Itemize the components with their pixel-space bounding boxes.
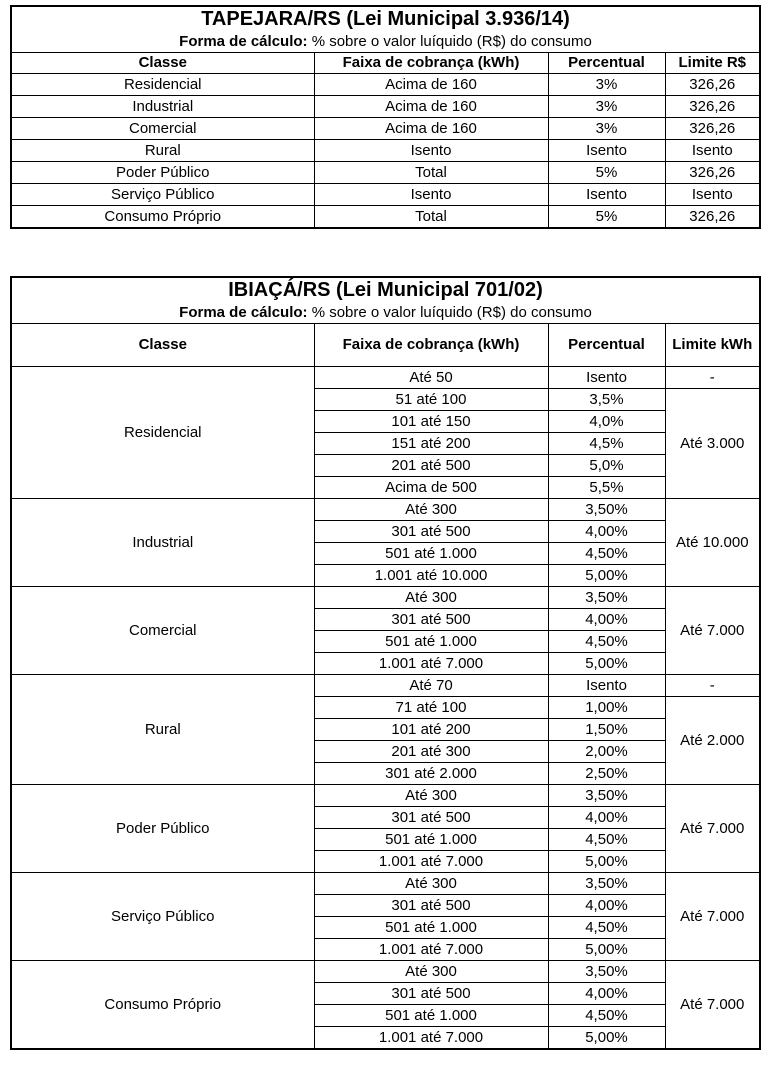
table-subtitle: Forma de cálculo: % sobre o valor luíquido (R$) do consumo [11,31,760,53]
faixa-cell: Até 50 [314,367,548,389]
table-row [11,499,760,521]
faixa-cell: 501 até 1.000 [314,631,548,653]
limite-cell: - [665,367,760,389]
faixa-cell: 101 até 200 [314,719,548,741]
column-header: Faixa de cobrança (kWh) [314,53,548,74]
percentual-cell: 4,50% [548,917,665,939]
table-row [11,140,760,162]
faixa-cell: 301 até 500 [314,983,548,1005]
classe-cell: Poder Público [11,785,314,873]
classe-cell: Residencial [11,367,314,499]
percentual-cell: Isento [548,675,665,697]
table-cell: 326,26 [665,162,760,184]
faixa-cell: 1.001 até 7.000 [314,939,548,961]
table-cell: Industrial [11,96,314,118]
faixa-cell: 201 até 500 [314,455,548,477]
percentual-cell: 4,00% [548,609,665,631]
table-cell: Serviço Público [11,184,314,206]
faixa-cell: Acima de 500 [314,477,548,499]
table-cell: Total [314,162,548,184]
faixa-cell: 1.001 até 7.000 [314,851,548,873]
faixa-cell: 301 até 500 [314,609,548,631]
table-row [11,587,760,609]
faixa-cell: 501 até 1.000 [314,917,548,939]
faixa-cell: 151 até 200 [314,433,548,455]
limite-cell: Até 2.000 [665,697,760,785]
table-row [11,162,760,184]
faixa-cell: 501 até 1.000 [314,1005,548,1027]
limite-cell: - [665,675,760,697]
table-cell: 326,26 [665,118,760,140]
limite-cell: Até 7.000 [665,873,760,961]
percentual-cell: 3,50% [548,785,665,807]
faixa-cell: Até 300 [314,873,548,895]
column-header: Classe [11,324,314,367]
table-cell: Acima de 160 [314,118,548,140]
table-cell: Isento [314,184,548,206]
percentual-cell: 4,50% [548,1005,665,1027]
column-header: Percentual [548,324,665,367]
table-title: TAPEJARA/RS (Lei Municipal 3.936/14) [11,6,760,31]
percentual-cell: 3,50% [548,961,665,983]
table-cell: 326,26 [665,206,760,229]
percentual-cell: 5,00% [548,653,665,675]
table-cell: Rural [11,140,314,162]
limite-cell: Até 7.000 [665,785,760,873]
percentual-cell: 3,50% [548,873,665,895]
percentual-cell: 5,5% [548,477,665,499]
faixa-cell: Até 300 [314,961,548,983]
percentual-cell: 4,5% [548,433,665,455]
table-cell: 3% [548,96,665,118]
table-subtitle: Forma de cálculo: % sobre o valor luíquido (R$) do consumo [11,302,760,324]
table-row [11,367,760,389]
limite-cell: Até 10.000 [665,499,760,587]
column-header: Faixa de cobrança (kWh) [314,324,548,367]
table-cell: 326,26 [665,96,760,118]
percentual-cell: 2,00% [548,741,665,763]
faixa-cell: Até 300 [314,499,548,521]
table-row [11,96,760,118]
column-header: Classe [11,53,314,74]
table-row [11,961,760,983]
faixa-cell: 1.001 até 10.000 [314,565,548,587]
table-row [11,785,760,807]
table-cell: Acima de 160 [314,96,548,118]
table-cell: Total [314,206,548,229]
percentual-cell: 5,00% [548,1027,665,1050]
classe-cell: Serviço Público [11,873,314,961]
percentual-cell: 4,50% [548,829,665,851]
table-cell: Consumo Próprio [11,206,314,229]
table-cell: 5% [548,162,665,184]
faixa-cell: Até 300 [314,587,548,609]
column-header: Limite kWh [665,324,760,367]
table-cell: 3% [548,74,665,96]
limite-cell: Até 7.000 [665,587,760,675]
percentual-cell: Isento [548,367,665,389]
faixa-cell: 1.001 até 7.000 [314,1027,548,1050]
table-row [11,873,760,895]
percentual-cell: 4,00% [548,983,665,1005]
table-cell: 326,26 [665,74,760,96]
table-cell: Poder Público [11,162,314,184]
table-row [11,118,760,140]
classe-cell: Comercial [11,587,314,675]
faixa-cell: 501 até 1.000 [314,543,548,565]
percentual-cell: 5,00% [548,939,665,961]
percentual-cell: 5,00% [548,565,665,587]
table-cell: Isento [548,184,665,206]
faixa-cell: 51 até 100 [314,389,548,411]
table-cell: 5% [548,206,665,229]
table-cell: 3% [548,118,665,140]
table-cell: Isento [665,184,760,206]
classe-cell: Industrial [11,499,314,587]
classe-cell: Rural [11,675,314,785]
percentual-cell: 5,00% [548,851,665,873]
limite-cell: Até 7.000 [665,961,760,1050]
percentual-cell: 5,0% [548,455,665,477]
percentual-cell: 3,50% [548,587,665,609]
percentual-cell: 4,00% [548,807,665,829]
faixa-cell: 301 até 500 [314,895,548,917]
column-header: Limite R$ [665,53,760,74]
faixa-cell: 71 até 100 [314,697,548,719]
table-row [11,675,760,697]
faixa-cell: 301 até 500 [314,807,548,829]
ibiaca-table [10,276,761,1050]
faixa-cell: 301 até 2.000 [314,763,548,785]
limite-cell: Até 3.000 [665,389,760,499]
percentual-cell: 4,0% [548,411,665,433]
table-title: IBIAÇÁ/RS (Lei Municipal 701/02) [11,277,760,302]
table-cell: Isento [548,140,665,162]
table-cell: Acima de 160 [314,74,548,96]
table-cell: Comercial [11,118,314,140]
table-row [11,206,760,229]
classe-cell: Consumo Próprio [11,961,314,1050]
percentual-cell: 4,00% [548,521,665,543]
percentual-cell: 3,5% [548,389,665,411]
table-row [11,184,760,206]
faixa-cell: Até 70 [314,675,548,697]
faixa-cell: 301 até 500 [314,521,548,543]
faixa-cell: 501 até 1.000 [314,829,548,851]
percentual-cell: 4,50% [548,543,665,565]
table-cell: Isento [665,140,760,162]
table-cell: Isento [314,140,548,162]
faixa-cell: Até 300 [314,785,548,807]
table-cell: Residencial [11,74,314,96]
column-header: Percentual [548,53,665,74]
percentual-cell: 4,50% [548,631,665,653]
percentual-cell: 4,00% [548,895,665,917]
percentual-cell: 2,50% [548,763,665,785]
faixa-cell: 101 até 150 [314,411,548,433]
faixa-cell: 1.001 até 7.000 [314,653,548,675]
percentual-cell: 3,50% [548,499,665,521]
table-row [11,74,760,96]
faixa-cell: 201 até 300 [314,741,548,763]
tapejara-table [10,5,761,229]
percentual-cell: 1,50% [548,719,665,741]
percentual-cell: 1,00% [548,697,665,719]
